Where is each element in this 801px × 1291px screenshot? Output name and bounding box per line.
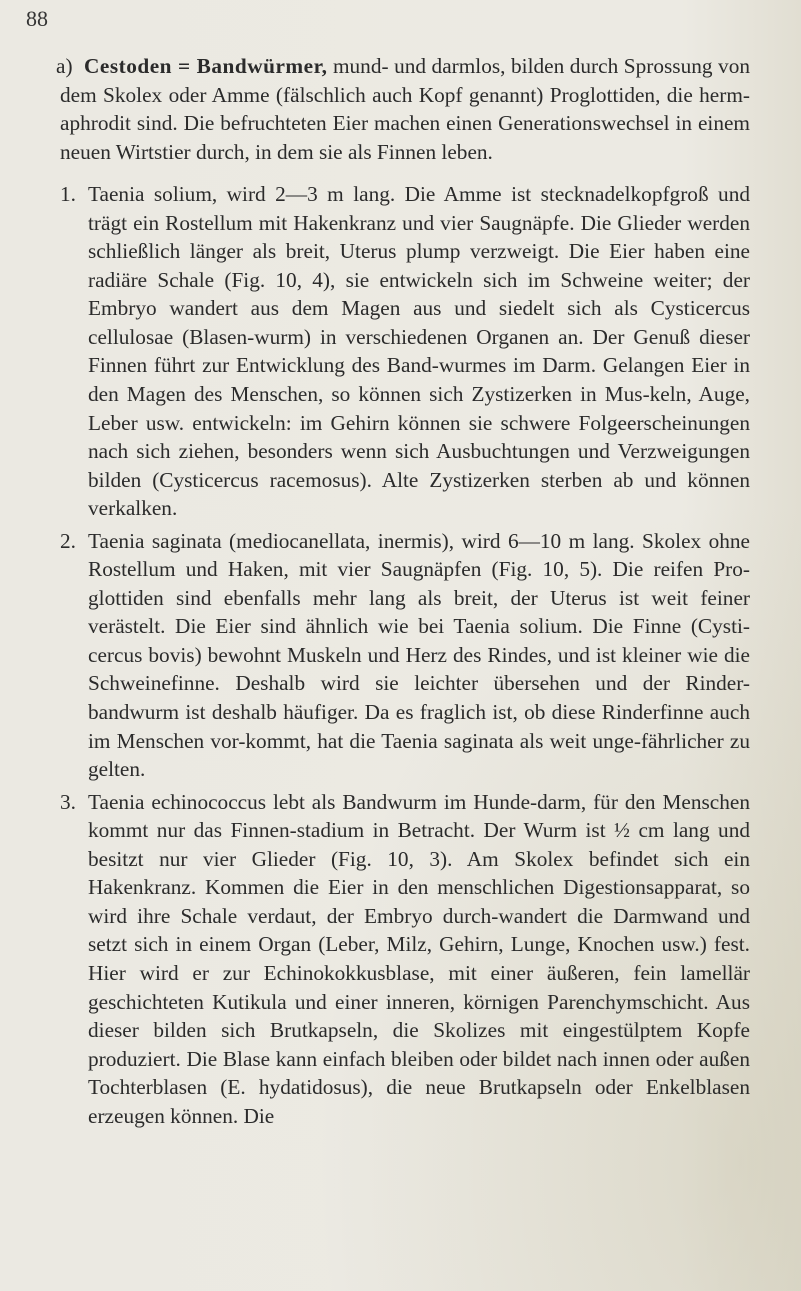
intro-text: mund- und darmlos, bilden durch Sprossung von dem Skolex oder Amme (fälschlich auch Kopf genannt) Proglottiden, die herm-aphrodit sind. Die befruchteten Eier machen einen Generationswechsel in einem neuen Wirtstier durch, in dem sie als Finnen leben. [60, 54, 750, 164]
page-body [56, 52, 750, 1134]
list-item-text: Taenia saginata (mediocanellata, inermis), wird 6—10 m lang. Skolex ohne Rostellum und Haken, mit vier Saugnäpfen (Fig. 10, 5). Die reifen Pro-glottiden sind ebenfalls mehr lang als breit, der Uterus ist weit feiner verästelt. Die Eier sind ähnlich wie bei Taenia solium. Die Finne (Cysti-cercus bovis) bewohnt Muskeln und Herz des Rindes, und ist kleiner wie die Schweinefinne. Deshalb wird sie leichter übersehen und der Rinder-bandwurm ist deshalb häufiger. Da es fraglich ist, ob diese Rinderfinne auch im Menschen vor-kommt, hat die Taenia saginata als weit unge-fährlicher zu gelten. [88, 528, 750, 782]
section-heading: Cestoden = Bandwürmer, [84, 54, 328, 78]
list-item-3 [60, 788, 750, 1131]
list-item-number: 2. [60, 528, 76, 553]
section-label: a) [56, 54, 73, 78]
list-item-2 [60, 527, 750, 784]
intro-paragraph [56, 52, 750, 166]
list-item-number: 1. [60, 182, 76, 207]
list-item-number: 3. [60, 789, 76, 814]
list-item-text: Taenia solium, wird 2—3 m lang. Die Amme ist stecknadelkopfgroß und trägt ein Rostellum mit Hakenkranz und vier Saugnäpfe. Die Glieder werden schließlich länger als breit, Uterus plump verzweigt. Die Eier haben eine radiäre Schale (Fig. 10, 4), sie entwickeln sich im Schweine weiter; der Embryo wandert aus dem Magen aus und siedelt sich als Cysticercus cellulosae (Blasen-wurm) in verschiedenen Organen an. Der Genuß dieser Finnen führt zur Entwicklung des Band-wurmes im Darm. Gelangen Eier in den Magen des Menschen, so können sich Zystizerken in Mus-keln, Auge, Leber usw. entwickeln: im Gehirn können sie schwere Folgeerscheinungen nach sich ziehen, besonders wenn sich Ausbuchtungen und Verzweigungen bilden (Cysticercus racemosus). Alte Zystizerken sterben ab und können verkalken. [88, 182, 750, 521]
list-item-text: Taenia echinococcus lebt als Bandwurm im Hunde-darm, für den Menschen kommt nur das Finnen-stadium in Betracht. Der Wurm ist ½ cm lang und besitzt nur vier Glieder (Fig. 10, 3). Am Skolex befindet sich ein Hakenkranz. Kommen die Eier in den menschlichen Digestionsapparat, so wird ihre Schale verdaut, der Embryo durch-wandert die Darmwand und setzt sich in einem Organ (Leber, Milz, Gehirn, Lunge, Knochen usw.) fest. Hier wird er zur Echinokokkusblase, mit einer äußeren, fein lamellär geschichteten Kutikula und einer inneren, körnigen Parenchymschicht. Aus dieser bilden sich Brutkapseln, die Skolizes mit eingestülptem Kopfe produziert. Die Blase kann einfach bleiben oder bildet nach innen oder außen Tochterblasen (E. hydatidosus), die neue Brutkapseln oder Enkelblasen erzeugen können. Die [88, 789, 750, 1128]
list-item-1 [60, 180, 750, 523]
page-number: 88 [26, 6, 48, 31]
